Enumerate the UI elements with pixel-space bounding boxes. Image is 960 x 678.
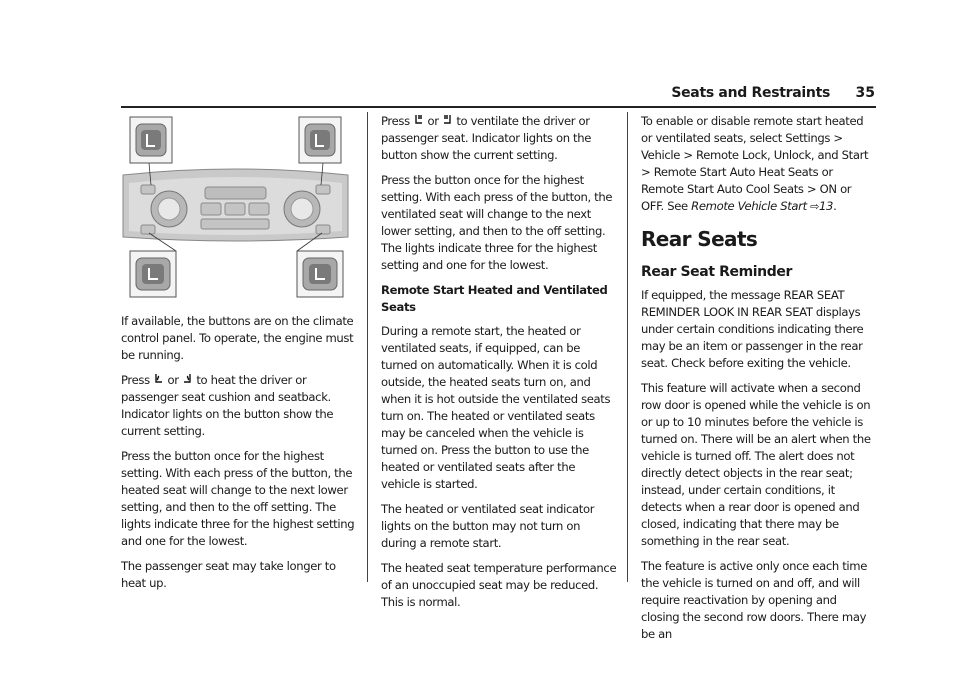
- page-ref-arrow-icon: ⇨: [810, 200, 819, 213]
- paragraph: Press or to heat the driver or passenger seat cushion and seatback. Indicator lights on the button show the current setting.: [121, 373, 334, 438]
- paragraph: If available, the buttons are on the climate control panel. To operate, the engine must be running.: [121, 314, 354, 362]
- paragraph: If equipped, the message REAR SEAT REMINDER LOOK IN REAR SEAT displays under certain conditions indicating there may be an item or passenger in the rear seat. Check before exiting the vehicle.: [641, 288, 864, 370]
- heated-seat-button-right: [297, 251, 343, 297]
- page-number: 35: [855, 85, 875, 101]
- climate-panel-illustration: [121, 113, 350, 301]
- paragraph: The heated or ventilated seat indicator lights on the button may not turn on during a remote start.: [381, 502, 595, 550]
- paragraph: This feature will activate when a second row door is opened while the vehicle is on or up to 10 minutes before the vehicle is turned on. There will be an alert when the vehicle is turned off. The alert does not directly detect objects in the rear seat; instead, under certain conditions, it detects when a rear door is opened and closed, indicating that there may be something in the rear seat.: [641, 381, 871, 548]
- ventilated-seat-driver-icon: [413, 114, 424, 126]
- page-header: [121, 80, 876, 108]
- heated-seat-driver-icon: [153, 373, 164, 385]
- paragraph: Press the button once for the highest setting. With each press of the button, the ventilated seat will change to the next lower setting, and then to the off setting. The lights indicate three for the highest setting and one for the lowest.: [381, 173, 613, 272]
- paragraph: Press the button once for the highest setting. With each press of the button, the heated seat will change to the next lower setting, and then to the off setting. The lights indicate three for the highest setting and one for the lowest.: [121, 449, 355, 548]
- paragraph: During a remote start, the heated or ventilated seats, if equipped, can be turned on automatically. When it is cold outside, the heated seats turn on, and when it is hot outside the ventilated seats turn on. The heated or ventilated seats may be canceled when the vehicle is turned on. Press the button to use the heated or ventilated seats after the vehicle is started.: [381, 324, 611, 491]
- ventilated-seat-button-left: [130, 117, 172, 163]
- section-heading: Rear Seats: [641, 227, 758, 251]
- paragraph: To enable or disable remote start heated or ventilated seats, select Settings > Vehicle > Remote Lock, Unlock, and Start > Remote Start Auto Heat Seats or Remote Start Auto Cool Seats > ON or OFF. See Remote Vehicle Start ⇨13.: [641, 114, 869, 213]
- section-title: Seats and Restraints: [671, 85, 830, 101]
- subheading: Remote Start Heated and Ventilated Seats: [381, 283, 608, 314]
- right-column: [641, 113, 877, 651]
- cross-reference-link[interactable]: Remote Vehicle Start: [691, 199, 807, 213]
- heated-seat-passenger-icon: [182, 373, 193, 385]
- ventilated-seat-button-right: [299, 117, 341, 163]
- paragraph: The feature is active only once each time the vehicle is turned on and off, and will require reactivation by opening and closing the second row doors. There may be an: [641, 559, 867, 641]
- heated-seat-button-left: [130, 251, 176, 297]
- subsection-heading: Rear Seat Reminder: [641, 264, 792, 280]
- middle-column: [381, 113, 617, 619]
- column-divider: [367, 112, 368, 582]
- paragraph: Press or to ventilate the driver or passenger seat. Indicator lights on the button show the current setting.: [381, 114, 592, 162]
- left-column: [121, 313, 356, 600]
- column-divider: [627, 112, 628, 582]
- paragraph: The passenger seat may take longer to heat up.: [121, 559, 336, 590]
- ventilated-seat-passenger-icon: [442, 114, 453, 126]
- page-ref[interactable]: 13: [819, 199, 834, 213]
- paragraph: The heated seat temperature performance of an unoccupied seat may be reduced. This is normal.: [381, 561, 617, 609]
